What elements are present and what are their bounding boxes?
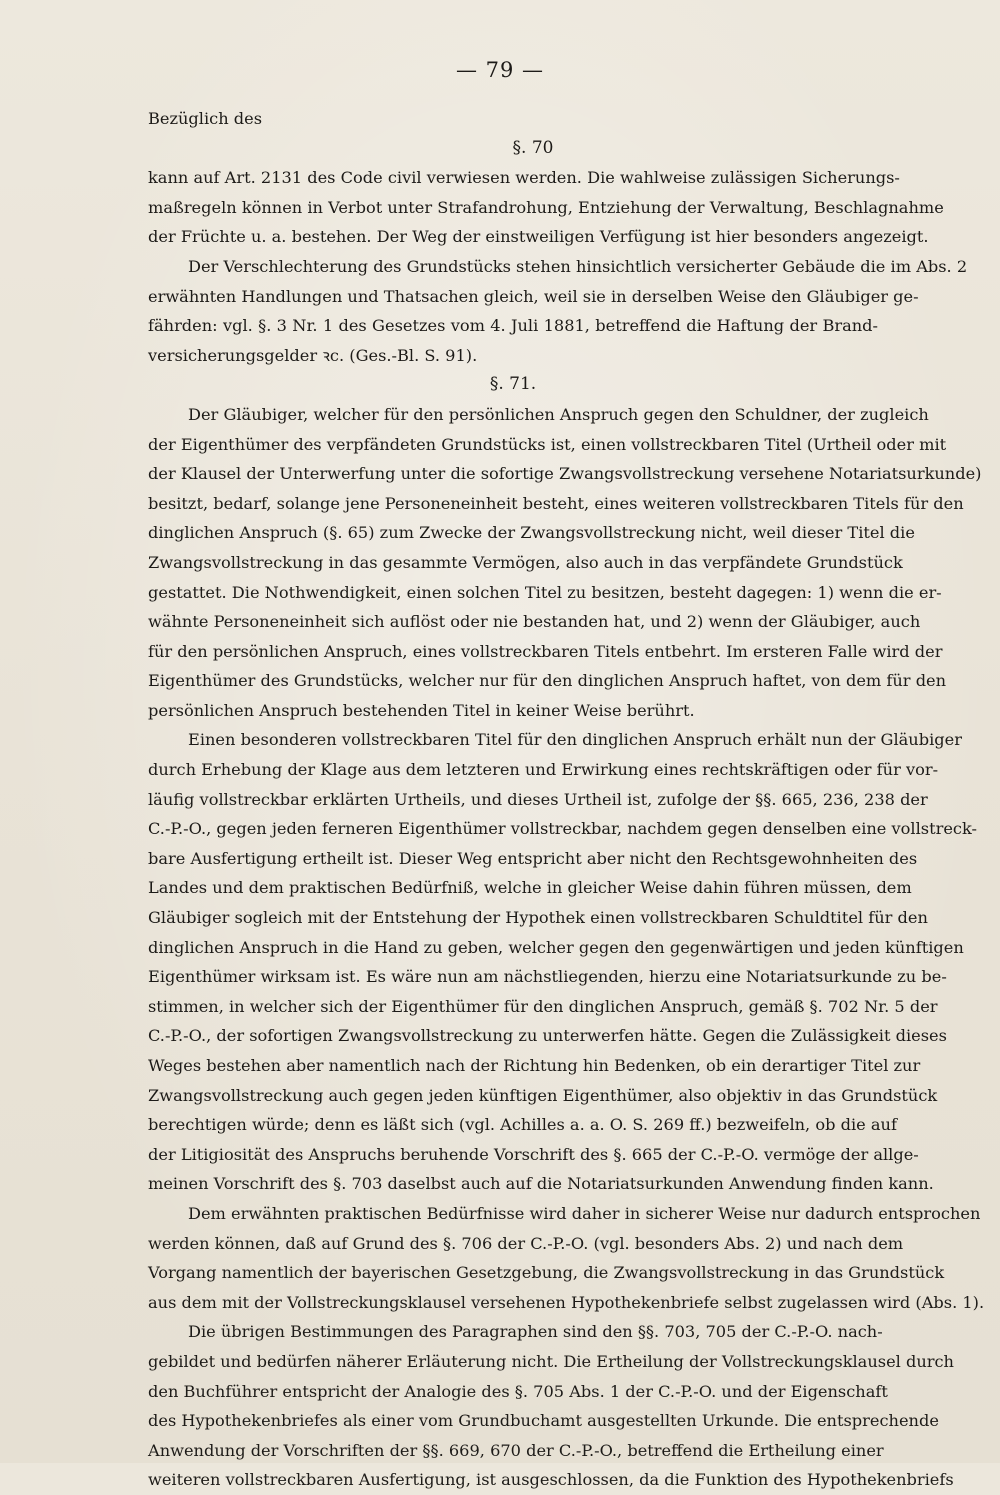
paragraph-end-line: Bezüglich des xyxy=(148,109,263,128)
text-line: der Klausel der Unterwerfung unter die sofortige Zwangsvollstreckung versehene Notariatsurkunde) xyxy=(148,464,982,484)
text-line: erwähnten Handlungen und Thatsachen gleich, weil sie in derselben Weise den Gläubiger ge- xyxy=(148,286,919,306)
text-line: Gläubiger sogleich mit der Entstehung der Hypothek einen vollstreckbaren Schuldtitel für den xyxy=(148,908,928,928)
text-line: stimmen, in welcher sich der Eigenthümer für den dinglichen Anspruch, gemäß §. 702 Nr. 5 der xyxy=(148,996,938,1016)
text-line: der Eigenthümer des verpfändeten Grundstücks ist, einen vollstreckbaren Titel (Urtheil oder mit xyxy=(148,434,947,454)
text-line: läufig vollstreckbar erklärten Urtheils, und dieses Urtheil ist, zufolge der §§. 665, 236, 238 der xyxy=(148,789,928,809)
paragraph-start-line: Der Verschlechterung des Grundstücks stehen hinsichtlich versicherter Gebäude die im Abs. 2 xyxy=(188,256,968,276)
text-line: fährden: vgl. §. 3 Nr. 1 des Gesetzes vom 4. Juli 1881, betreffend die Haftung der Brand- xyxy=(148,316,878,336)
text-line: gebildet und bedürfen näherer Erläuterung nicht. Die Ertheilung der Vollstreckungsklausel durch xyxy=(148,1351,954,1371)
text-line: des Hypothekenbriefes als einer vom Grundbuchamt ausgestellten Urkunde. Die entsprechende xyxy=(148,1411,939,1431)
text-line: Zwangsvollstreckung auch gegen jeden künftigen Eigenthümer, also objektiv in das Grundstück xyxy=(148,1085,938,1105)
text-line: besitzt, bedarf, solange jene Personeneinheit besteht, eines weiteren vollstreckbaren Titels für den xyxy=(148,493,964,513)
text-line: der Litigiosität des Anspruchs beruhende Vorschrift des §. 665 der C.-P.-O. vermöge der allge- xyxy=(148,1144,919,1164)
text-line: wähnte Personeneinheit sich auflöst oder nie bestanden hat, und 2) wenn der Gläubiger, auch xyxy=(148,612,921,632)
text-line: Eigenthümer wirksam ist. Es wäre nun am nächstliegenden, hierzu eine Notariatsurkunde zu be- xyxy=(148,967,947,987)
page-number: — 79 — xyxy=(455,58,545,82)
text-line: Eigenthümer des Grundstücks, welcher nur für den dinglichen Anspruch haftet, von dem für den xyxy=(148,671,947,691)
text-line: berechtigen würde; denn es läßt sich (vgl. Achilles a. a. O. S. 269 ff.) bezweifeln, ob die auf xyxy=(148,1115,897,1135)
text-line: werden können, daß auf Grund des §. 706 der C.-P.-O. (vgl. besonders Abs. 2) und nach dem xyxy=(148,1233,904,1253)
body-text xyxy=(148,104,985,1495)
text-line: meinen Vorschrift des §. 703 daselbst auch auf die Notariatsurkunden Anwendung finden kann. xyxy=(148,1174,934,1194)
paragraph-start-line: Die übrigen Bestimmungen des Paragraphen sind den §§. 703, 705 der C.-P.-O. nach- xyxy=(188,1322,883,1342)
text-line: für den persönlichen Anspruch, eines vollstreckbaren Titels entbehrt. Im ersteren Falle wird der xyxy=(148,641,943,661)
text-line: aus dem mit der Vollstreckungsklausel versehenen Hypothekenbriefe selbst zugelassen wird (Abs. 1). xyxy=(148,1292,985,1312)
text-line: Anwendung der Vorschriften der §§. 669, 670 der C.-P.-O., betreffend die Ertheilung einer xyxy=(148,1440,884,1460)
text-line: bare Ausfertigung ertheilt ist. Dieser Weg entspricht aber nicht den Rechtsgewohnheiten des xyxy=(148,848,918,868)
paragraph-start-line: Einen besonderen vollstreckbaren Titel für den dinglichen Anspruch erhält nun der Gläubiger xyxy=(188,730,962,750)
paragraph-start-line: Der Gläubiger, welcher für den persönlichen Anspruch gegen den Schuldner, der zugleich xyxy=(188,404,929,424)
section-heading: §. 71. xyxy=(489,374,537,395)
text-line: gestattet. Die Nothwendigkeit, einen solchen Titel zu besitzen, besteht dagegen: 1) wenn die er- xyxy=(148,582,942,602)
text-line: dinglichen Anspruch (§. 65) zum Zwecke der Zwangsvollstreckung nicht, weil dieser Titel die xyxy=(148,523,915,543)
text-line: durch Erhebung der Klage aus dem letzteren und Erwirkung eines rechtskräftigen oder für vor- xyxy=(148,760,939,780)
text-line: den Buchführer entspricht der Analogie des §. 705 Abs. 1 der C.-P.-O. und der Eigenschaft xyxy=(148,1381,888,1401)
text-line: der Früchte u. a. bestehen. Der Weg der einstweiligen Verfügung ist hier besonders angezeigt. xyxy=(148,227,929,247)
paragraph-end-line: versicherungsgelder ꝛc. (Ges.-Bl. S. 91). xyxy=(148,345,478,365)
text-line: Weges bestehen aber namentlich nach der Richtung hin Bedenken, ob ein derartiger Titel zur xyxy=(148,1056,921,1075)
paragraph-end-line: persönlichen Anspruch bestehenden Titel in keiner Weise berührt. xyxy=(148,700,695,720)
text-line: weiteren vollstreckbaren Ausfertigung, ist ausgeschlossen, da die Funktion des Hypothekenbriefs xyxy=(148,1470,954,1490)
text-line: maßregeln können in Verbot unter Strafandrohung, Entziehung der Verwaltung, Beschlagnahme xyxy=(148,197,944,217)
text-line: C.-P.-O., gegen jeden ferneren Eigenthümer vollstreckbar, nachdem gegen denselben eine vollstreck- xyxy=(148,819,977,839)
text-line: Landes und dem praktischen Bedürfniß, welche in gleicher Weise dahin führen müssen, dem xyxy=(148,878,912,898)
text-line: C.-P.-O., der sofortigen Zwangsvollstreckung zu unterwerfen hätte. Gegen die Zulässigkeit dieses xyxy=(148,1026,947,1046)
text-line: Vorgang namentlich der bayerischen Gesetzgebung, die Zwangsvollstreckung in das Grundstück xyxy=(148,1263,945,1283)
text-line: kann auf Art. 2131 des Code civil verwiesen werden. Die wahlweise zulässigen Sicherungs- xyxy=(148,168,900,188)
text-line: Zwangsvollstreckung in das gesammte Vermögen, also auch in das verpfändete Grundstück xyxy=(148,552,903,572)
section-heading: §. 70 xyxy=(512,137,554,158)
text-line: dinglichen Anspruch in die Hand zu geben, welcher gegen den gegenwärtigen und jeden künftigen xyxy=(148,937,964,957)
paragraph-start-line: Dem erwähnten praktischen Bedürfnisse wird daher in sicherer Weise nur dadurch entsprochen xyxy=(188,1203,981,1223)
